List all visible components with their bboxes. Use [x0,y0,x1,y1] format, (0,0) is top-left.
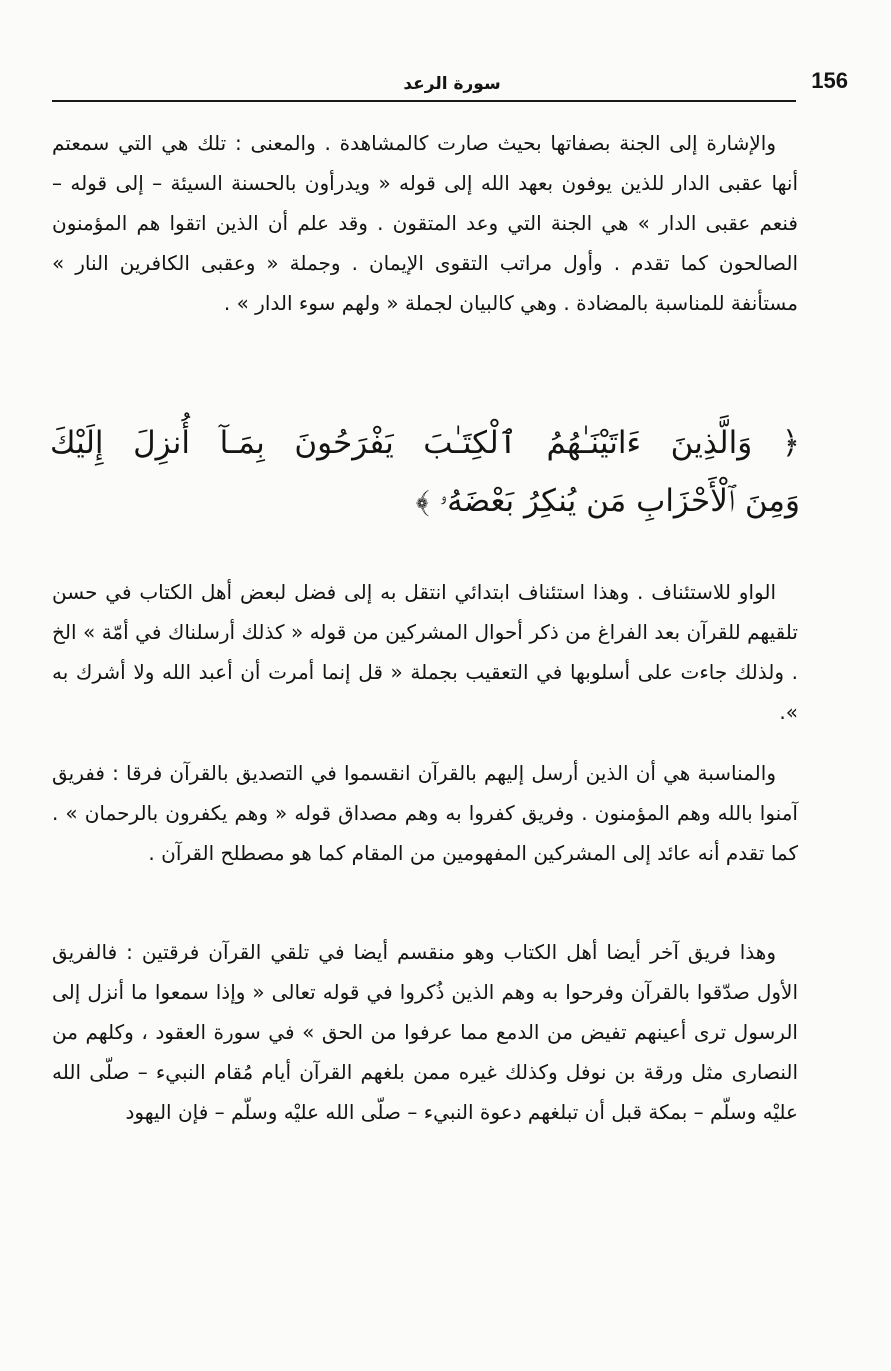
verse-line-2: وَمِنَ ٱلْأَحْزَابِ مَن يُنكِرُ بَعْضَهُۥ ﴾ [415,483,800,519]
quran-verse [50,414,800,530]
header-divider [52,100,796,102]
paragraph-3: والمناسبة هي أن الذين أرسل إليهم بالقرآن انقسموا في التصديق بالقرآن فرقا : ففريق آمنوا بالله وهم المؤمنون . وفريق كفروا به وهم مصداق قوله « وهم يكفرون بالرحمان » . كما تقدم أنه عائد إلى المشركين المفهومين من المقام كما هو مصطلح القرآن . [52,761,798,865]
page-number: 156 [811,68,848,93]
paragraph-4: وهذا فريق آخر أيضا أهل الكتاب وهو منقسم أيضا في تلقي القرآن فرقتين : فالفريق الأول صدّقوا بالقرآن وفرحوا به وهم الذين ذُكروا في قوله تعالى « وإذا سمعوا ما أنزل إلى الرسول ترى أعينهم تفيض من الدمع مما عرفوا من الحق » في سورة العقود ، وكلهم من النصارى مثل ورقة بن نوفل وكذلك غيره ممن بلغهم القرآن أيام مُقام النبيء – صلّى الله عليْه وسلّم – بمكة قبل أن تبلغهم دعوة النبيء – صلّى الله عليْه وسلّم – فإن اليهود [52,940,798,1124]
surah-title: سورة الرعد [403,74,501,94]
verse-line-1: ﴿ وَالَّذِينَ ءَاتَيْنَـٰهُمُ ٱلْكِتَـٰبَ يَفْرَحُونَ بِمَـآ أُنزِلَ إِلَيْكَ [50,425,800,461]
page-header [52,64,848,104]
paragraph-1: والإشارة إلى الجنة بصفاتها بحيث صارت كالمشاهدة . والمعنى : تلك هي التي سمعتم أنها عقبى الدار للذين يوفون بعهد الله إلى قوله « ويدرأون بالحسنة السيئة – إلى قوله – فنعم عقبى الدار » هي الجنة التي وعد المتقون . وقد علم أن الذين اتقوا هم المؤمنون الصالحون كما تقدم . وأول مراتب التقوى الإيمان . وجملة « وعقبى الكافرين النار » مستأنفة للمناسبة بالمضادة . وهي كالبيان لجملة « ولهم سوء الدار » . [52,131,798,315]
paragraph-2: الواو للاستئناف . وهذا استئناف ابتدائي انتقل به إلى فضل لبعض أهل الكتاب في حسن تلقيهم للقرآن بعد الفراغ من ذكر أحوال المشركين من قوله « كذلك أرسلناك في أمّة » الخ . ولذلك جاءت على أسلوبها في التعقيب بجملة « قل إنما أمرت أن أعبد الله ولا أشرك به ». [52,580,798,724]
